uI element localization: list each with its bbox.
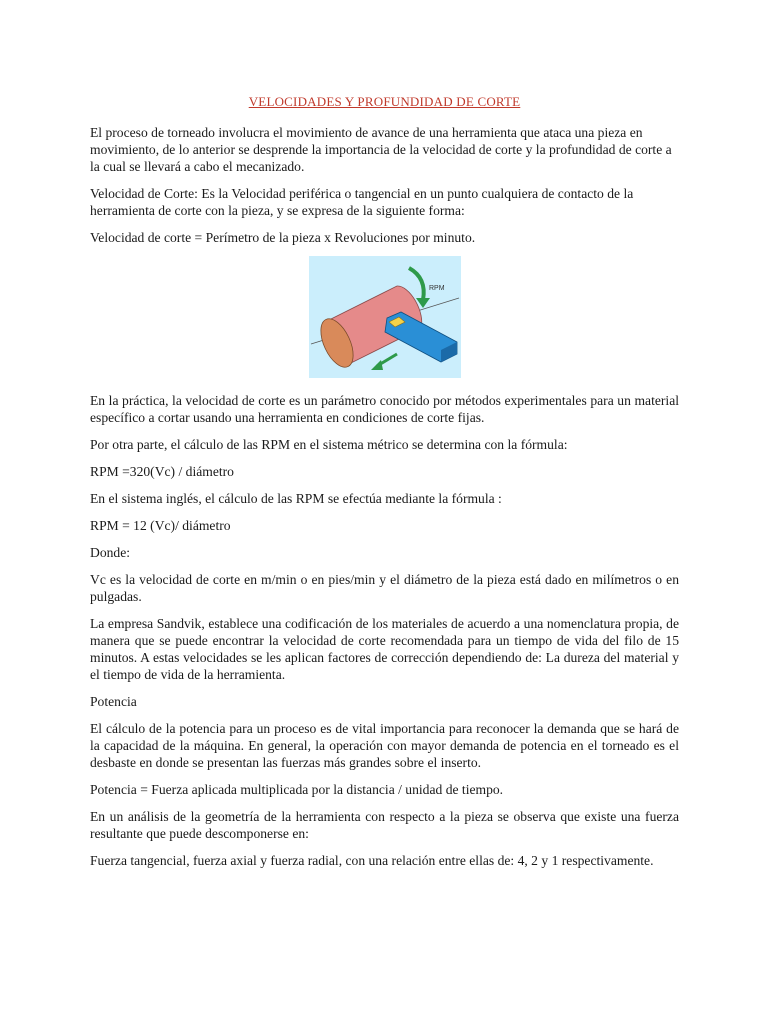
paragraph-sandvik: La empresa Sandvik, establece una codificación de los materiales de acuerdo a una nomenclatura propia, de manera que se puede encontrar la velocidad de corte recomendada para un tiempo de vida del filo de 15 minutos. A estas velocidades se les aplican factores de corrección dependiendo de: La dureza del material y el tiempo de vida de la herramienta. [90, 616, 679, 682]
paragraph-english-system: En el sistema inglés, el cálculo de las RPM se efectúa mediante la fórmula : [90, 491, 502, 506]
document-page [90, 94, 679, 879]
paragraph-vc-definition: Vc es la velocidad de corte en m/min o en pies/min y el diámetro de la pieza está dado en milímetros o en pulgadas. [90, 572, 679, 604]
paragraph-where: Donde: [90, 545, 131, 560]
paragraph-forces: Fuerza tangencial, fuerza axial y fuerza radial, con una relación entre ellas de: 4, 2 y 1 respectivamente. [90, 853, 654, 868]
paragraph-english-formula: RPM = 12 (Vc)/ diámetro [90, 518, 231, 533]
rpm-label: RPM [428, 285, 445, 292]
paragraph-cutting-speed-definition: Velocidad de Corte: Es la Velocidad periférica o tangencial en un punto cualquiera de contacto de la herramienta de corte con la pieza, y se expresa de la siguiente forma: [90, 186, 634, 218]
feed-arrow-head [371, 360, 383, 370]
paragraph-metric-system: Por otra parte, el cálculo de las RPM en el sistema métrico se determina con la fórmula: [90, 437, 568, 452]
paragraph-power-heading: Potencia [90, 694, 137, 709]
figure-container [90, 256, 679, 378]
paragraph-power-formula: Potencia = Fuerza aplicada multiplicada por la distancia / unidad de tiempo. [90, 782, 504, 797]
paragraph-cutting-speed-formula: Velocidad de corte = Perímetro de la pieza x Revoluciones por minuto. [90, 230, 476, 245]
paragraph-power-calculation: El cálculo de la potencia para un proceso es de vital importancia para reconocer la demanda que se hará de la capacidad de la máquina. En general, la operación con mayor demanda de potencia en el torneado es el desbaste en donde se presentan las fuerzas más grandes sobre el inserto. [90, 721, 679, 770]
lathe-diagram-svg [309, 256, 461, 378]
paragraph-geometry-analysis: En un análisis de la geometría de la herramienta con respecto a la pieza se observa que existe una fuerza resultante que puede descomponerse en: [90, 809, 679, 841]
lathe-cutting-diagram [309, 256, 461, 378]
paragraph-intro: El proceso de torneado involucra el movimiento de avance de una herramienta que ataca una pieza en movimiento, de lo anterior se desprende la importancia de la velocidad de corte y la profundidad de corte a la cual se llevará a cabo el mecanizado. [90, 125, 672, 174]
paragraph-practice: En la práctica, la velocidad de corte es un parámetro conocido por métodos experimentales para un material específico a cortar usando una herramienta en condiciones de corte fijas. [90, 393, 679, 425]
paragraph-metric-formula: RPM =320(Vc) / diámetro [90, 464, 234, 479]
document-title: VELOCIDADES Y PROFUNDIDAD DE CORTE [248, 94, 521, 109]
